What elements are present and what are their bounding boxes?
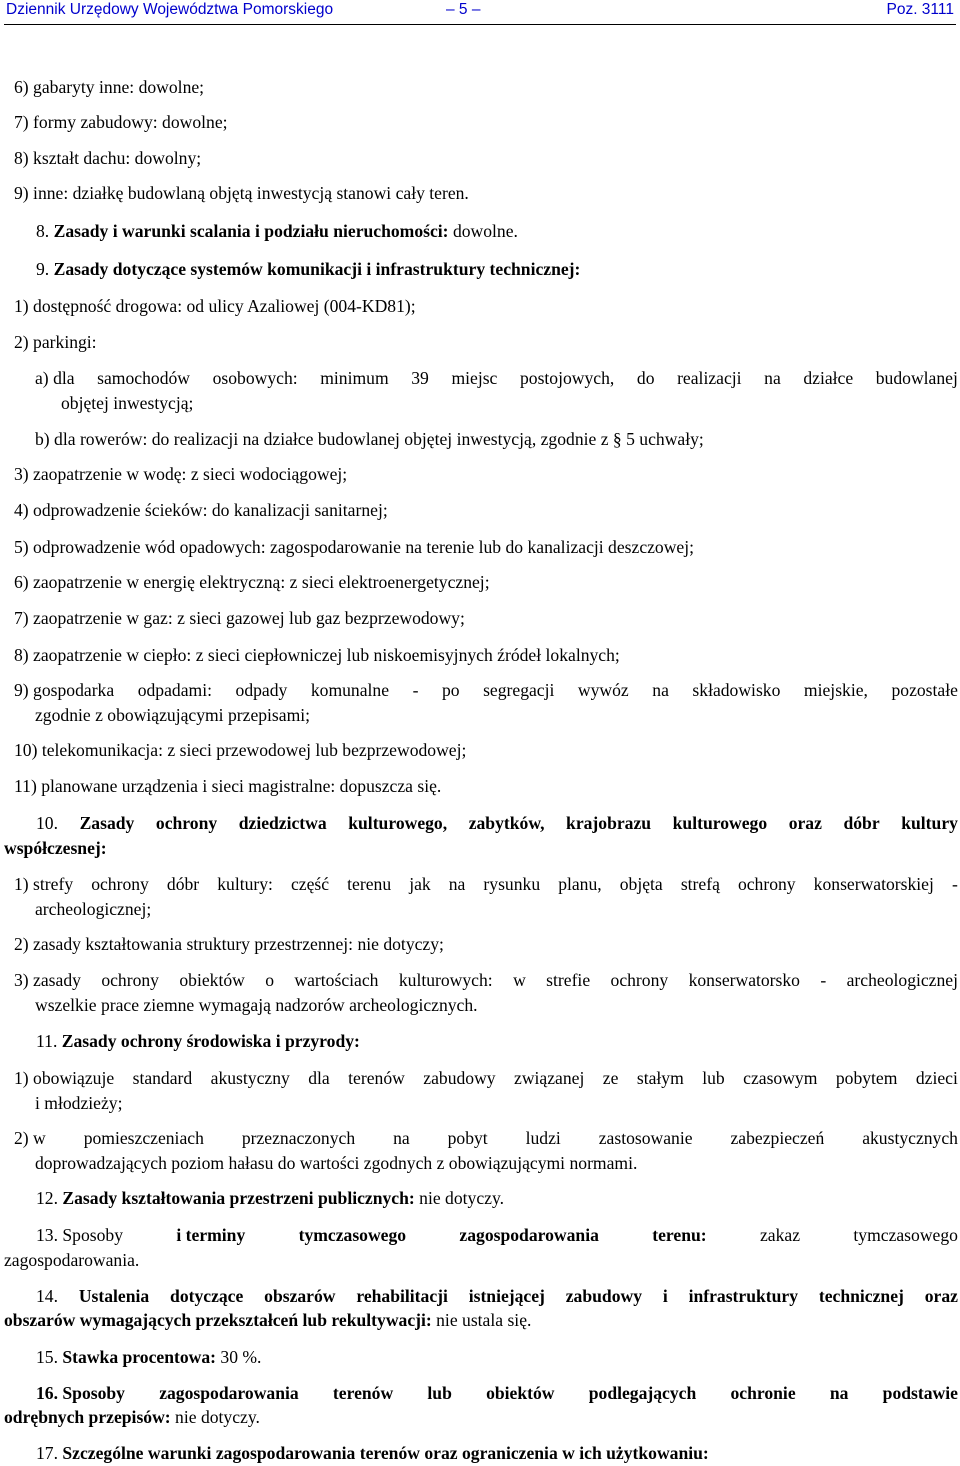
section-10-item-2: 2) zasady kształtowania struktury przestrzennej: nie dotyczy; — [14, 934, 444, 954]
position-number: Poz. 3111 — [886, 1, 954, 18]
section-9-item-9: 9) gospodarka odpadami: odpady komunalne - po segregacji wywóz na składowisko miejskie, pozostałe — [14, 680, 958, 700]
section-9-item-3: 3) zaopatrzenie w wodę: z sieci wodociągowej; — [14, 464, 348, 484]
section-10-item-3-cont: wszelkie prace ziemne wymagają nadzorów archeologicznych. — [35, 995, 478, 1015]
journal-title: Dziennik Urzędowy Województwa Pomorskiego — [6, 1, 334, 18]
item-8-roof-shape: 8) kształt dachu: dowolny; — [14, 148, 202, 168]
section-9-item-2: 2) parkingi: — [14, 332, 97, 352]
item-7-building-forms: 7) formy zabudowy: dowolne; — [14, 112, 228, 132]
section-9-item-6: 6) zaopatrzenie w energię elektryczną: z sieci elektroenergetycznej; — [14, 572, 490, 592]
section-14-heading: 14. Ustalenia dotyczące obszarów rehabilitacji istniejącej zabudowy i infrastruktury technicznej oraz — [36, 1286, 958, 1306]
section-17-heading: 17. Szczególne warunki zagospodarowania terenów oraz ograniczenia w ich użytkowaniu: — [36, 1443, 709, 1463]
section-9-item-10: 10) telekomunikacja: z sieci przewodowej lub bezprzewodowej; — [14, 740, 467, 760]
section-9-item-7: 7) zaopatrzenie w gaz: z sieci gazowej lub gaz bezprzewodowy; — [14, 608, 465, 628]
section-16-heading: 16. Sposoby zagospodarowania terenów lub obiektów podlegających ochronie na podstawie — [36, 1383, 958, 1403]
section-10-heading-cont: współczesnej: — [4, 838, 107, 858]
section-14-cont: obszarów wymagających przekształceń lub rekultywacji: nie ustala się. — [4, 1310, 532, 1330]
section-9-item-1: 1) dostępność drogowa: od ulicy Azaliowej (004-KD81); — [14, 296, 416, 316]
section-8: 8. Zasady i warunki scalania i podziału nieruchomości: dowolne. — [36, 221, 518, 241]
section-9-item-4: 4) odprowadzenie ścieków: do kanalizacji sanitarnej; — [14, 500, 388, 520]
section-9-item-2b: b) dla rowerów: do realizacji na działce budowlanej objętej inwestycją, zgodnie z § 5 uchwały; — [35, 429, 704, 449]
page-number: – 5 – — [446, 1, 481, 18]
section-9-item-9-cont: zgodnie z obowiązującymi przepisami; — [35, 705, 311, 725]
section-15: 15. Stawka procentowa: 30 %. — [36, 1347, 262, 1367]
section-9-item-2a-cont: objętej inwestycją; — [61, 393, 194, 413]
page-header — [4, 0, 956, 25]
section-13: 13. Sposoby i terminy tymczasowego zagospodarowania terenu: zakaz tymczasowego — [36, 1225, 958, 1245]
section-13-cont: zagospodarowania. — [4, 1250, 140, 1270]
section-11-heading: 11. Zasady ochrony środowiska i przyrody: — [36, 1031, 360, 1051]
section-10-item-1: 1) strefy ochrony dóbr kultury: część terenu jak na rysunku planu, objęta strefą ochrony konserwatorskiej - — [14, 874, 958, 894]
section-11-item-2: 2) w pomieszczeniach przeznaczonych na pobyt ludzi zastosowanie zabezpieczeń akustycznych — [14, 1128, 958, 1148]
section-9-item-5: 5) odprowadzenie wód opadowych: zagospodarowanie na terenie lub do kanalizacji deszczowej; — [14, 537, 695, 557]
section-10-item-3: 3) zasady ochrony obiektów o wartościach kulturowych: w strefie ochrony konserwatorsko - archeologicznej — [14, 970, 958, 990]
section-10-heading: 10. Zasady ochrony dziedzictwa kulturowego, zabytków, krajobrazu kulturowego oraz dóbr kultury — [36, 813, 958, 833]
section-9-heading: 9. Zasady dotyczące systemów komunikacji i infrastruktury technicznej: — [36, 259, 581, 279]
section-9-item-2a: a) dla samochodów osobowych: minimum 39 miejsc postojowych, do realizacji na działce budowlanej — [35, 368, 958, 388]
section-12: 12. Zasady kształtowania przestrzeni publicznych: nie dotyczy. — [36, 1188, 505, 1208]
section-11-item-2-cont: doprowadzających poziom hałasu do wartości zgodnych z obowiązującymi normami. — [35, 1153, 638, 1173]
section-11-item-1: 1) obowiązuje standard akustyczny dla terenów zabudowy związanej ze stałym lub czasowym pobytem dzieci — [14, 1068, 958, 1088]
section-11-item-1-cont: i młodzieży; — [35, 1093, 123, 1113]
item-9-other: 9) inne: działkę budowlaną objętą inwestycją stanowi cały teren. — [14, 183, 469, 203]
section-9-item-11: 11) planowane urządzenia i sieci magistralne: dopuszcza się. — [14, 776, 442, 796]
section-10-item-1-cont: archeologicznej; — [35, 899, 152, 919]
item-6-dimensions: 6) gabaryty inne: dowolne; — [14, 77, 205, 97]
section-9-item-8: 8) zaopatrzenie w ciepło: z sieci ciepłowniczej lub niskoemisyjnych źródeł lokalnych; — [14, 645, 620, 665]
section-16-cont: odrębnych przepisów: nie dotyczy. — [4, 1407, 260, 1427]
